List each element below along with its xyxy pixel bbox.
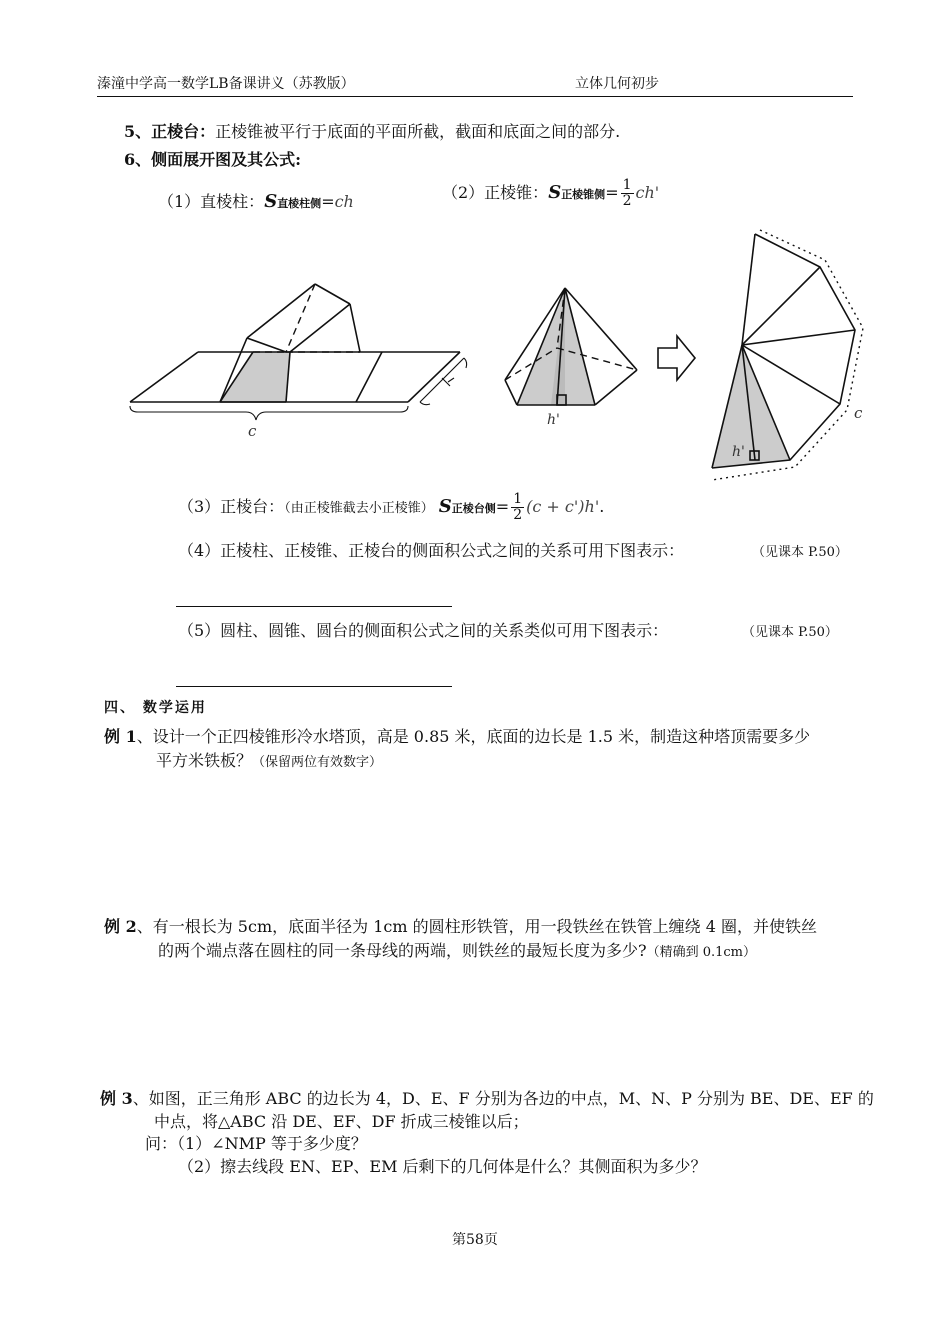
pyramid-h-label: h' (547, 412, 560, 428)
prism-c-label: c (248, 422, 257, 440)
net-c-label: c (854, 404, 863, 422)
item-5-text: 正棱锥被平行于底面的平面所截，截面和底面之间的部分. (215, 122, 621, 141)
formula-1-rhs: ch (334, 192, 354, 211)
formula-5-ref: （见课本 P.50） (742, 625, 838, 640)
formula-5 (178, 618, 668, 641)
formula-4-text: （4）正棱柱、正棱锥、正棱台的侧面积公式之间的关系可用下图表示： (178, 541, 685, 560)
example-1-label: 例 1 (104, 727, 137, 746)
prism-net-figure (120, 270, 470, 450)
example-3-line1 (100, 1086, 874, 1109)
formula-3-eq: = (495, 497, 510, 516)
formula-2-den: 2 (622, 193, 632, 209)
example-3-q1 (145, 1131, 367, 1154)
example-1-text1: 、设计一个正四棱锥形冷水塔顶，高是 0.85 米，底面的边长是 1.5 米，制造这种塔顶需要多少 (136, 727, 811, 746)
formula-1-prefix: （1）直棱柱： (158, 192, 265, 211)
section-4-title: 四、 数学运用 (104, 700, 207, 716)
example-2-line2 (158, 938, 756, 961)
formula-2-frac (621, 178, 634, 209)
formula-2 (442, 178, 659, 209)
header-right: 立体几何初步 (575, 76, 659, 92)
example-1-text2: 平方米铁板？ (156, 751, 253, 770)
formula-2-s: S (548, 182, 562, 203)
header-left: 溱潼中学高一数学LB备课讲义（苏教版） (97, 76, 355, 92)
formula-4-ref: （见课本 P.50） (752, 545, 848, 560)
formula-3-frac (511, 492, 524, 523)
example-1-line1 (104, 724, 810, 747)
formula-3-note: （由正棱锥截去小正棱锥） (284, 501, 434, 516)
arrow-right-icon (655, 333, 699, 383)
formula-3-end: . (599, 497, 605, 516)
formula-3-s: S (438, 496, 452, 517)
formula-2-sub: 正棱锥侧 (561, 188, 606, 201)
formula-2-num: 1 (622, 177, 632, 193)
formula-1-sub: 直棱柱侧 (277, 197, 322, 210)
example-3-text2: 中点，将△ABC 沿 DE、EF、DF 折成三棱锥以后； (154, 1112, 529, 1131)
formula-2-eq: = (605, 183, 619, 202)
formula-3-num: 1 (513, 491, 523, 507)
formula-5-text: （5）圆柱、圆锥、圆台的侧面积公式之间的关系类似可用下图表示： (178, 621, 669, 640)
example-3-q-label: 问： (145, 1134, 178, 1153)
net-h-label: h' (732, 444, 745, 460)
pyramid-figure (495, 280, 645, 430)
item-5-label: 5、正棱台： (124, 122, 216, 141)
example-1-note: （保留两位有效数字） (252, 755, 383, 770)
formula-3 (178, 492, 604, 523)
example-3-label: 例 3 (100, 1089, 133, 1108)
formula-3-sub: 正棱台侧 (451, 502, 496, 515)
example-2-text2: 的两个端点落在圆柱的同一条母线的两端，则铁丝的最短长度为多少? (158, 941, 647, 960)
header-rule (97, 96, 853, 97)
pyramid-net-figure (700, 222, 875, 487)
net-shaded-face (712, 345, 790, 468)
example-1-line2 (156, 748, 382, 771)
example-2-label: 例 2 (104, 917, 137, 936)
formula-3-den: 2 (513, 507, 523, 523)
formula-3-rhs: (c + c')h' (526, 497, 600, 516)
answer-line-5 (176, 686, 452, 687)
example-3-q1-text: （1）∠NMP 等于多少度？ (177, 1134, 367, 1153)
formula-2-rhs: ch' (635, 183, 660, 202)
example-2-text1: 、有一根长为 5cm，底面半径为 1cm 的圆柱形铁管，用一段铁丝在铁管上缠绕 4 圈，并使铁丝 (136, 917, 817, 936)
answer-line-4 (176, 606, 452, 607)
formula-1-eq: = (321, 192, 335, 211)
page-number: 第58页 (452, 1232, 498, 1248)
example-3-text1: 、如图，正三角形 ABC 的边长为 4，D、E、F 分别为各边的中点，M、N、P 分别为 BE、DE、EF 的 (132, 1089, 874, 1108)
formula-1 (158, 189, 354, 212)
formula-2-prefix: （2）正棱锥： (442, 183, 549, 202)
item-6-label: 6、侧面展开图及其公式: (124, 150, 302, 169)
example-3-q2: （2）擦去线段 EN、EP、EM 后剩下的几何体是什么？其侧面积为多少？ (178, 1157, 707, 1176)
formula-4 (178, 538, 684, 561)
example-2-note: （精确到 0.1cm） (646, 945, 757, 960)
item-5 (124, 119, 620, 142)
formula-1-s: S (264, 191, 278, 212)
example-2-line1 (104, 914, 817, 937)
formula-3-prefix: （3）正棱台： (178, 497, 285, 516)
